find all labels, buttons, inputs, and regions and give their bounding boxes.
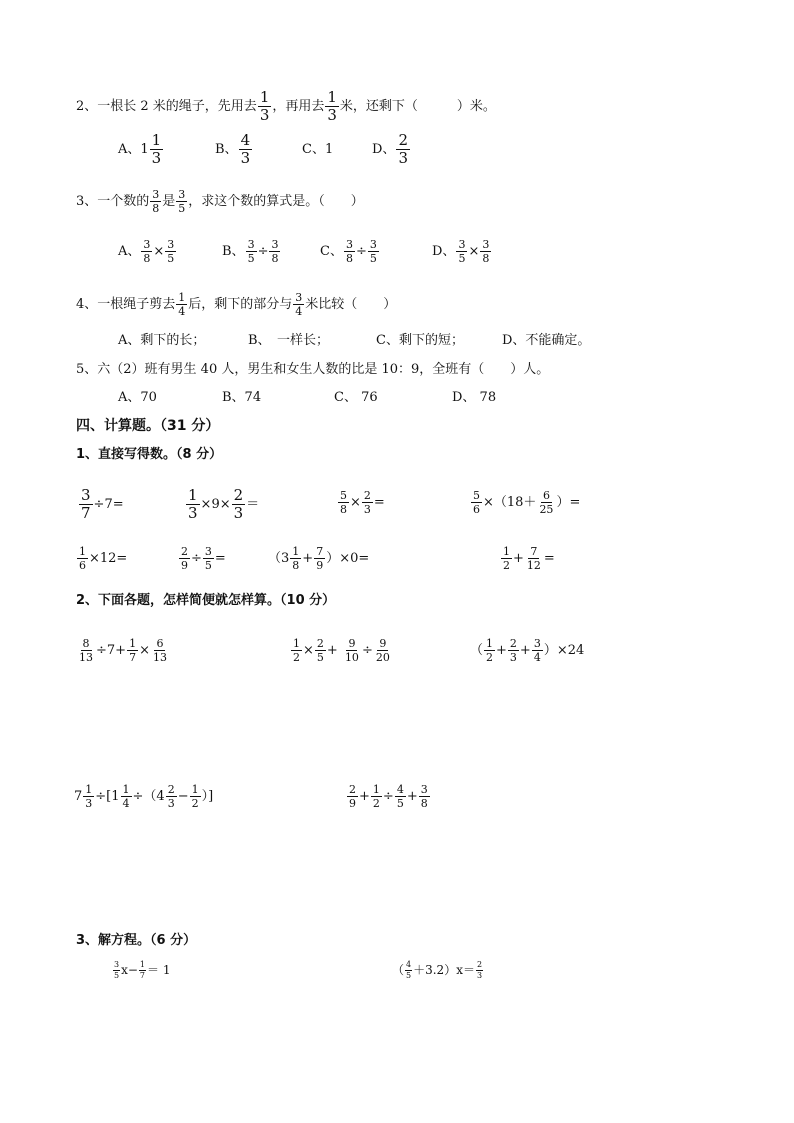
numerator: 3 [204, 545, 212, 558]
expression-text: ÷（4 [132, 789, 165, 804]
expression-text: B、 [222, 244, 245, 259]
expression-text: = [373, 495, 385, 510]
numerator: 1 [178, 291, 186, 304]
expression-text: ＋3.2）x＝ [413, 963, 475, 977]
fraction [537, 490, 555, 515]
numerator: 1 [85, 783, 93, 796]
q4-option-a: A、剩下的长； [118, 333, 206, 348]
numerator: 1 [129, 637, 137, 650]
expression-text: A、 [118, 244, 141, 259]
expression-text: + [302, 551, 314, 566]
expression-text: × [350, 495, 361, 510]
numerator: 3 [458, 238, 466, 251]
expression-text: ，再用去 [272, 99, 325, 114]
denominator: 4 [122, 797, 130, 810]
fraction [258, 90, 272, 123]
numerator: 3 [533, 637, 541, 650]
q4-option-c: C、剩下的短； [376, 333, 464, 348]
q3-option-a [118, 239, 177, 264]
numerator: 2 [509, 637, 517, 650]
denominator: 3 [509, 651, 517, 664]
expression-text: ＝ 1 [147, 963, 171, 977]
q2-option-a [118, 133, 164, 166]
fraction [532, 638, 543, 663]
expression-text: 后，剩下的部分与 [188, 297, 293, 312]
numerator: 1 [486, 637, 494, 650]
numerator: 3 [247, 238, 255, 251]
numerator: 9 [348, 637, 356, 650]
fraction [419, 784, 430, 809]
question-5: 5、六（2）班有男生 40 人，男生和女生人数的比是 10：9，全班有（ ）人。 [76, 362, 550, 377]
q5-option-a: A、70 [118, 390, 157, 405]
numerator: 3 [345, 238, 353, 251]
simplify-calc-5 [346, 784, 431, 809]
numerator: 1 [79, 545, 86, 558]
expression-text: × [153, 244, 165, 259]
q5-option-b: B、74 [222, 390, 262, 405]
direct-calc-7 [268, 546, 369, 571]
denominator: 4 [295, 305, 303, 318]
fraction [480, 239, 491, 264]
fraction [141, 239, 152, 264]
expression-text: 2、一根长 2 米的绳子，先用去 [76, 99, 257, 114]
expression-text: （3 [268, 551, 290, 566]
denominator: 7 [129, 651, 137, 664]
fraction [484, 638, 495, 663]
expression-text: D、 [432, 244, 456, 259]
expression-text: ÷7= [93, 497, 124, 512]
denominator: 20 [375, 651, 390, 664]
expression-text: ÷[1 [95, 789, 120, 804]
fraction [368, 239, 379, 264]
denominator: 8 [482, 252, 490, 265]
numerator: 3 [178, 188, 186, 201]
denominator: 5 [458, 252, 466, 265]
numerator: 5 [473, 489, 480, 502]
expression-text: ÷7+ [96, 643, 127, 658]
expression-text: 3、一个数的 [76, 194, 150, 209]
denominator: 3 [240, 149, 251, 167]
expression-text: + [513, 551, 524, 566]
equation-2 [392, 961, 484, 980]
fraction [374, 638, 392, 663]
denominator: 2 [372, 797, 380, 810]
fraction [176, 292, 187, 317]
denominator: 25 [539, 503, 554, 516]
expression-text: ÷ [355, 244, 367, 259]
question-3 [76, 189, 364, 214]
expression-text: ÷ [382, 789, 394, 804]
denominator: 5 [406, 971, 412, 980]
expression-text: ）= [556, 495, 581, 510]
q3-option-d [432, 239, 492, 264]
expression-text: ×（18＋ [483, 495, 537, 510]
expression-text: x− [121, 963, 138, 977]
expression-text: D、 [372, 142, 396, 157]
numerator: 1 [139, 960, 146, 969]
denominator: 2 [191, 797, 199, 810]
direct-calc-4 [470, 490, 580, 515]
q2-option-d [372, 133, 411, 166]
numerator: 1 [293, 637, 300, 650]
expression-text: ）] [201, 789, 214, 804]
direct-calc-6 [178, 546, 226, 571]
numerator: 1 [191, 783, 199, 796]
simplify-calc-3 [470, 638, 584, 663]
fraction [325, 90, 339, 123]
denominator: 3 [167, 797, 175, 810]
expression-text: B、 [215, 142, 238, 157]
fraction [127, 638, 138, 663]
expression-text: （ [392, 963, 405, 977]
denominator: 6 [473, 503, 480, 516]
expression-text: − [177, 789, 189, 804]
fraction [77, 638, 95, 663]
numerator: 2 [233, 486, 244, 504]
expression-text: + [326, 643, 342, 658]
q3-option-c [320, 239, 380, 264]
numerator: 3 [167, 238, 175, 251]
fraction [79, 488, 93, 521]
numerator: 4 [396, 783, 404, 796]
numerator: 2 [349, 783, 356, 796]
denominator: 3 [476, 971, 483, 980]
fraction [165, 239, 176, 264]
expression-text: 是 [162, 194, 176, 209]
numerator: 1 [122, 783, 130, 796]
numerator: 3 [482, 238, 490, 251]
denominator: 3 [398, 149, 408, 167]
fraction [343, 638, 361, 663]
denominator: 12 [526, 559, 541, 572]
fraction [83, 784, 94, 809]
q5-option-d: D、 78 [452, 390, 497, 405]
fraction [246, 239, 257, 264]
expression-text: = [214, 551, 226, 566]
denominator: 5 [396, 797, 404, 810]
denominator: 8 [271, 252, 279, 265]
fraction [315, 638, 326, 663]
fraction [371, 784, 382, 809]
denominator: 2 [486, 651, 494, 664]
numerator: 2 [476, 960, 483, 969]
numerator: 6 [542, 489, 550, 502]
expression-text: + [496, 643, 507, 658]
fraction [113, 961, 120, 980]
denominator: 3 [233, 504, 244, 522]
fraction [77, 546, 88, 571]
fraction [347, 784, 358, 809]
denominator: 3 [188, 504, 198, 522]
denominator: 5 [247, 252, 255, 265]
question-4 [76, 292, 396, 317]
fraction [186, 488, 200, 521]
fraction [239, 133, 253, 166]
fraction [151, 638, 169, 663]
direct-calc-8 [500, 546, 555, 571]
q3-option-b [222, 239, 281, 264]
expression-text: 米，还剩下（ ）米。 [339, 99, 496, 114]
fraction [395, 784, 406, 809]
fraction [150, 133, 164, 166]
denominator: 5 [369, 252, 377, 265]
expression-text: × [303, 643, 314, 658]
numerator: 7 [530, 545, 538, 558]
denominator: 13 [79, 651, 93, 664]
numerator: 1 [292, 545, 300, 558]
expression-text: 7 [74, 789, 83, 804]
direct-calc-2 [185, 488, 259, 521]
denominator: 8 [420, 797, 428, 810]
fraction [166, 784, 177, 809]
denominator: 3 [327, 106, 337, 124]
denominator: 8 [152, 202, 160, 215]
fraction [396, 133, 410, 166]
numerator: 9 [379, 637, 387, 650]
numerator: 3 [143, 238, 151, 251]
fraction [139, 961, 146, 980]
fraction [338, 490, 349, 515]
expression-text: ÷ [257, 244, 269, 259]
section-title: 四、计算题。（31 分） [76, 418, 220, 434]
numerator: 2 [181, 545, 188, 558]
numerator: 4 [406, 960, 412, 969]
expression-text: + [406, 789, 418, 804]
fraction [344, 239, 355, 264]
denominator: 2 [293, 651, 300, 664]
expression-text: + [519, 643, 531, 658]
numerator: 2 [363, 489, 371, 502]
denominator: 4 [178, 305, 186, 318]
denominator: 9 [181, 559, 188, 572]
fraction [150, 189, 161, 214]
denominator: 8 [292, 559, 300, 572]
fraction [405, 961, 412, 980]
fraction [179, 546, 190, 571]
denominator: 8 [340, 503, 347, 516]
numerator: 4 [240, 131, 251, 149]
denominator: 7 [139, 971, 146, 980]
subsection-simplify-title: 2、下面各题，怎样简便就怎样算。（10 分） [76, 593, 336, 608]
expression-text: ÷ [361, 643, 373, 658]
numerator: 2 [316, 637, 324, 650]
fraction [508, 638, 519, 663]
numerator: 3 [295, 291, 303, 304]
subsection-equation-title: 3、解方程。（6 分） [76, 933, 197, 948]
numerator: 5 [340, 489, 347, 502]
numerator: 7 [316, 545, 324, 558]
fraction [291, 638, 302, 663]
direct-calc-1 [78, 488, 124, 521]
denominator: 13 [152, 651, 167, 664]
fraction [471, 490, 482, 515]
expression-text: C、 [320, 244, 343, 259]
q2-option-c: C、1 [302, 142, 334, 157]
numerator: 3 [369, 238, 377, 251]
fraction [176, 189, 187, 214]
fraction [290, 546, 301, 571]
fraction [362, 490, 373, 515]
expression-text: × [468, 244, 480, 259]
denominator: 3 [363, 503, 371, 516]
direct-calc-3 [337, 490, 385, 515]
expression-text: 米比较（ ） [305, 297, 397, 312]
fraction [525, 546, 543, 571]
numerator: 1 [327, 88, 337, 106]
denominator: 3 [151, 149, 162, 167]
denominator: 5 [204, 559, 212, 572]
q4-option-d: D、不能确定。 [502, 333, 591, 348]
expression-text: ×9× [200, 497, 231, 512]
numerator: 6 [156, 637, 164, 650]
expression-text: ，求这个数的算式是。（ ） [188, 194, 364, 209]
question-2 [76, 90, 496, 123]
q5-option-c: C、 76 [334, 390, 378, 405]
expression-text: × [139, 643, 150, 658]
numerator: 3 [420, 783, 428, 796]
expression-text: ）×0= [326, 551, 370, 566]
expression-text: 4、一根绳子剪去 [76, 297, 176, 312]
denominator: 5 [178, 202, 186, 215]
fraction [190, 784, 201, 809]
simplify-calc-1 [76, 638, 170, 663]
numerator: 1 [503, 545, 510, 558]
fraction [293, 292, 304, 317]
fraction [203, 546, 214, 571]
numerator: 1 [259, 88, 270, 106]
fraction [232, 488, 246, 521]
numerator: 2 [167, 783, 175, 796]
expression-text: ＝ [246, 497, 260, 512]
q2-option-b [215, 133, 253, 166]
denominator: 8 [143, 252, 151, 265]
denominator: 8 [345, 252, 353, 265]
numerator: 1 [151, 131, 162, 149]
expression-text: = [543, 551, 555, 566]
numerator: 3 [81, 486, 91, 504]
fraction [456, 239, 467, 264]
fraction [269, 239, 280, 264]
denominator: 9 [349, 797, 356, 810]
numerator: 1 [372, 783, 380, 796]
denominator: 5 [167, 252, 175, 265]
expression-text: ）×24 [543, 643, 585, 658]
q4-option-b: B、 一样长； [248, 333, 330, 348]
simplify-calc-4 [74, 784, 213, 809]
fraction [501, 546, 512, 571]
denominator: 2 [503, 559, 510, 572]
denominator: 5 [316, 651, 324, 664]
simplify-calc-2 [290, 638, 393, 663]
direct-calc-5 [76, 546, 127, 571]
expression-text: A、1 [118, 142, 149, 157]
denominator: 6 [79, 559, 86, 572]
denominator: 4 [533, 651, 541, 664]
fraction [121, 784, 132, 809]
numerator: 3 [152, 188, 160, 201]
fraction [476, 961, 483, 980]
subsection-direct-title: 1、直接写得数。（8 分） [76, 447, 223, 462]
expression-text: ×12= [89, 551, 128, 566]
fraction [314, 546, 325, 571]
equation-1 [112, 961, 170, 980]
numerator: 2 [398, 131, 408, 149]
denominator: 3 [85, 797, 93, 810]
expression-text: （ [470, 643, 484, 658]
numerator: 3 [114, 960, 120, 969]
expression-text: + [359, 789, 370, 804]
numerator: 3 [271, 238, 279, 251]
denominator: 10 [344, 651, 359, 664]
denominator: 5 [114, 971, 120, 980]
denominator: 9 [316, 559, 324, 572]
numerator: 1 [188, 486, 198, 504]
expression-text: ÷ [191, 551, 202, 566]
denominator: 7 [81, 504, 91, 522]
numerator: 8 [82, 637, 90, 650]
denominator: 3 [259, 106, 270, 124]
